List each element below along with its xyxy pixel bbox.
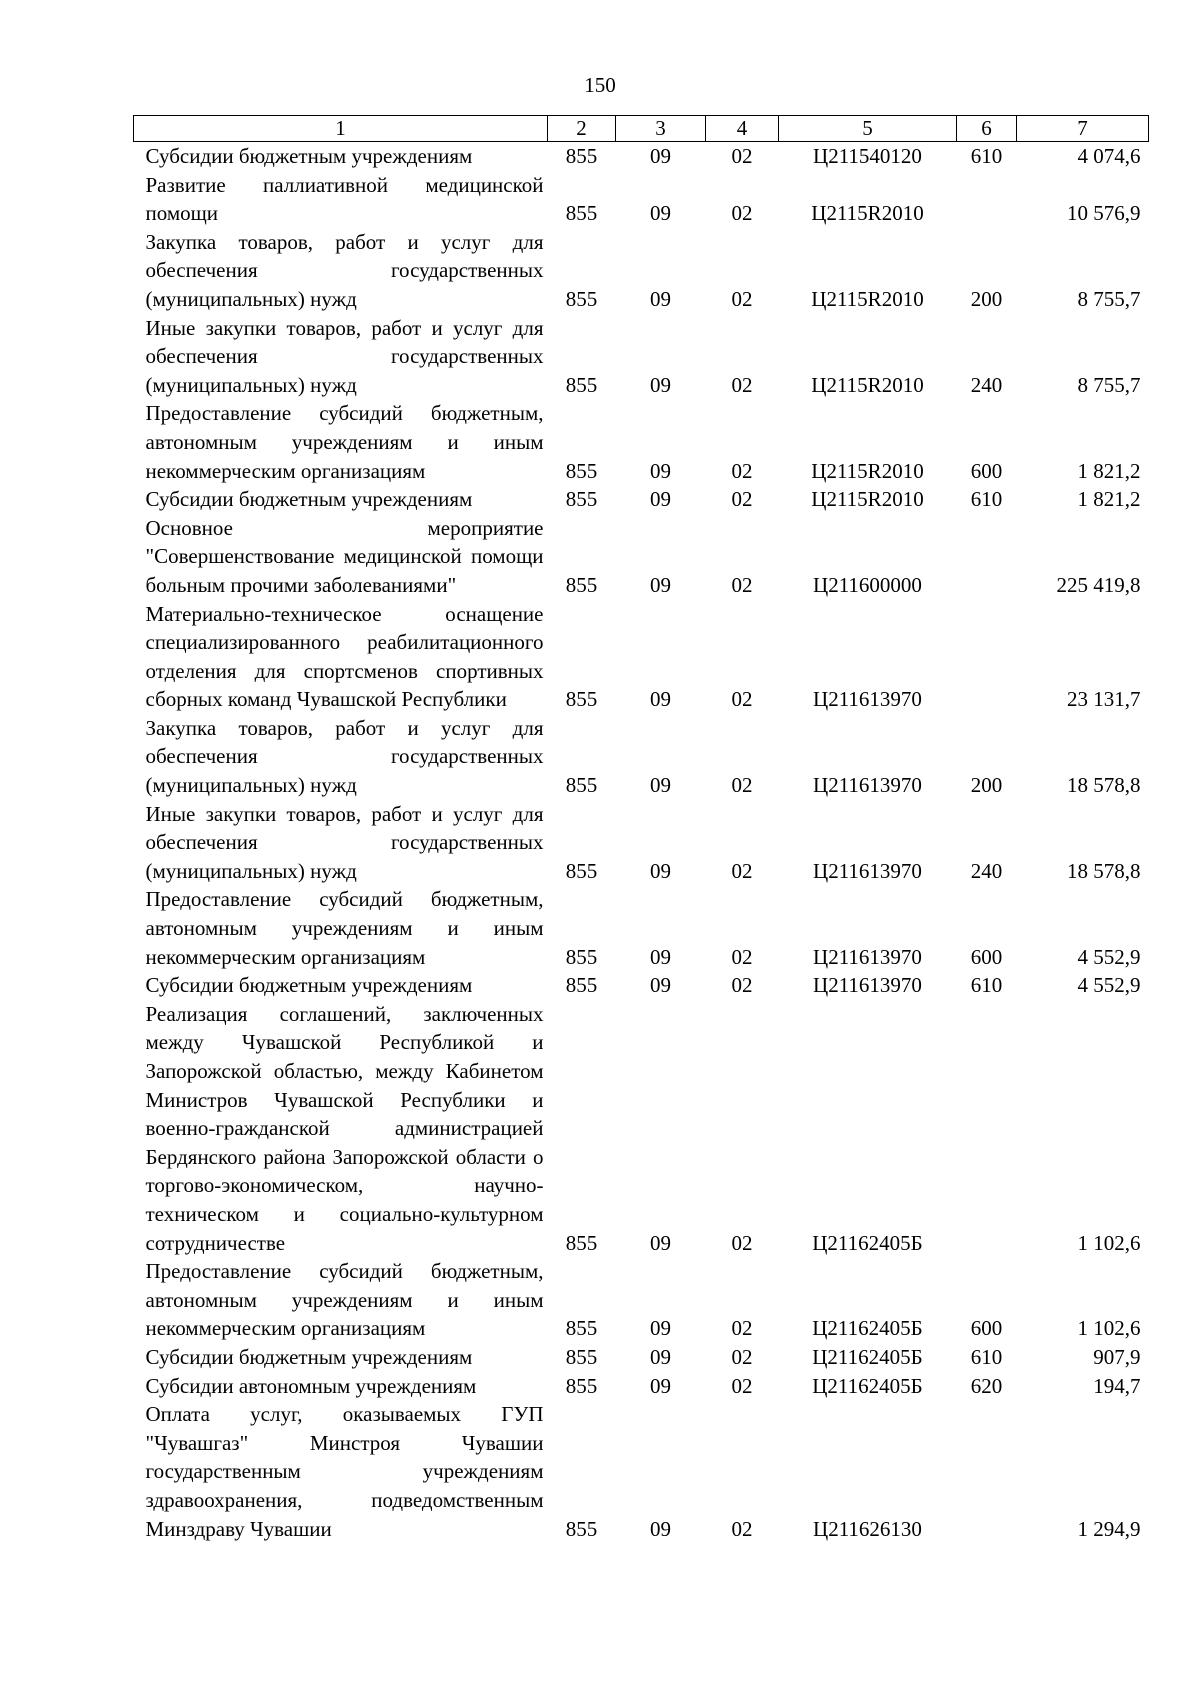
row-section-code: 09 [650, 144, 671, 168]
row-name: Реализация соглашений, заключенных между Чувашской Республикой и Запорожской областью, между Кабинетом Министров Чувашской Республики и военно-гражданской администрацией Бердянского района Запорожской области о торгово-экономическом, научно-техническом и социально-культурном сотрудничестве [145, 1001, 544, 1255]
row-expense-type: 610 [970, 487, 1003, 512]
table-row [134, 171, 1149, 228]
row-section-code: 09 [650, 487, 671, 512]
row-amount: 1 294,9 [1077, 1516, 1141, 1541]
row-admin-code: 855 [565, 1516, 598, 1541]
row-name: Основное мероприятие "Совершенствование медицинской помощи больным прочими заболеваниями" [145, 515, 544, 597]
row-admin-code: 855 [565, 1316, 598, 1341]
table-row [134, 1400, 1149, 1543]
row-subsection-code: 02 [731, 144, 753, 168]
row-amount: 194,7 [1093, 1373, 1141, 1398]
table-row [134, 800, 1149, 886]
row-admin-code: 855 [565, 858, 598, 883]
row-target-article: Ц211613970 [813, 773, 922, 798]
row-name: Субсидии автономным учреждениям [145, 1373, 477, 1398]
table-row [134, 600, 1149, 714]
row-subsection-code: 02 [731, 1344, 753, 1369]
row-subsection-code: 02 [731, 487, 753, 512]
row-name: Предоставление субсидий бюджетным, автономным учреждениям и иным некоммерческим организациям [145, 887, 544, 969]
row-expense-type: 610 [970, 144, 1003, 168]
row-admin-code: 855 [565, 687, 598, 712]
row-admin-code: 855 [565, 1344, 598, 1369]
row-target-article: Ц21162405Б [812, 1230, 923, 1255]
row-target-article: Ц21162405Б [812, 1344, 923, 1369]
row-subsection-code: 02 [731, 1373, 753, 1398]
row-section-code: 09 [650, 1373, 671, 1398]
row-target-article: Ц211613970 [813, 687, 922, 712]
row-section-code: 09 [650, 1316, 671, 1341]
row-admin-code: 855 [565, 201, 598, 226]
row-subsection-code: 02 [731, 973, 753, 998]
row-section-code: 09 [650, 458, 671, 483]
row-section-code: 09 [650, 973, 671, 998]
table-row [134, 1257, 1149, 1343]
row-name: Субсидии бюджетным учреждениям [145, 144, 473, 168]
row-expense-type [957, 171, 1017, 228]
row-amount: 4 552,9 [1077, 973, 1141, 998]
row-target-article: Ц211600000 [813, 572, 922, 597]
row-admin-code: 855 [565, 1373, 598, 1398]
row-subsection-code: 02 [731, 944, 753, 969]
table-row [134, 971, 1149, 1000]
row-subsection-code: 02 [731, 572, 753, 597]
column-header-amount: 7 [1017, 116, 1149, 142]
page-number: 150 [584, 73, 616, 97]
row-subsection-code: 02 [731, 687, 753, 712]
row-expense-type [957, 514, 1017, 600]
row-subsection-code: 02 [731, 858, 753, 883]
row-subsection-code: 02 [731, 773, 753, 798]
row-name: Субсидии бюджетным учреждениям [145, 1344, 473, 1369]
row-target-article: Ц211626130 [813, 1516, 922, 1541]
table-row [134, 514, 1149, 600]
row-name: Иные закупки товаров, работ и услуг для обеспечения государственных (муниципальных) нужд [145, 801, 544, 883]
table-row [134, 314, 1149, 400]
row-expense-type: 200 [970, 773, 1003, 798]
row-amount: 10 576,9 [1067, 201, 1141, 226]
row-amount: 4 074,6 [1077, 144, 1141, 168]
row-target-article: Ц211613970 [813, 858, 922, 883]
column-header-target-article: 5 [779, 116, 957, 142]
row-admin-code: 855 [565, 572, 598, 597]
row-name: Оплата услуг, оказываемых ГУП "Чувашгаз" Минстроя Чувашии государственным учреждениям здравоохранения, подведомственным Минздраву Чувашии [145, 1402, 544, 1541]
row-target-article: Ц2115R2010 [811, 286, 924, 311]
row-section-code: 09 [650, 858, 671, 883]
row-admin-code: 855 [565, 944, 598, 969]
budget-table [133, 115, 1149, 1543]
row-amount: 1 821,2 [1077, 458, 1141, 483]
row-subsection-code: 02 [731, 1316, 753, 1341]
column-header-admin: 2 [548, 116, 616, 142]
row-expense-type: 610 [970, 973, 1003, 998]
row-expense-type: 600 [970, 458, 1003, 483]
row-subsection-code: 02 [731, 201, 753, 226]
row-admin-code: 855 [565, 458, 598, 483]
column-header-expense-type: 6 [957, 116, 1017, 142]
column-header-subsection: 4 [706, 116, 779, 142]
table-row [134, 142, 1149, 171]
row-subsection-code: 02 [731, 1230, 753, 1255]
row-name: Закупка товаров, работ и услуг для обеспечения государственных (муниципальных) нужд [145, 715, 544, 798]
row-name: Закупка товаров, работ и услуг для обеспечения государственных (муниципальных) нужд [145, 229, 544, 311]
row-amount: 8 755,7 [1077, 372, 1141, 397]
row-subsection-code: 02 [731, 286, 753, 311]
row-expense-type: 240 [970, 858, 1003, 883]
row-amount: 4 552,9 [1077, 944, 1141, 969]
column-header-section: 3 [616, 116, 706, 142]
row-subsection-code: 02 [731, 372, 753, 397]
row-target-article: Ц2115R2010 [811, 372, 924, 397]
row-name: Предоставление субсидий бюджетным, автономным учреждениям и иным некоммерческим организациям [145, 401, 544, 483]
row-section-code: 09 [650, 773, 671, 798]
table-header-row [134, 116, 1149, 142]
row-amount: 18 578,8 [1067, 773, 1141, 798]
row-target-article: Ц21162405Б [812, 1316, 923, 1341]
row-amount: 18 578,8 [1067, 858, 1141, 883]
row-amount: 8 755,7 [1077, 286, 1141, 311]
row-section-code: 09 [650, 572, 671, 597]
row-amount: 225 419,8 [1056, 572, 1141, 597]
row-admin-code: 855 [565, 372, 598, 397]
row-expense-type [957, 600, 1017, 714]
row-name: Субсидии бюджетным учреждениям [145, 487, 473, 512]
row-expense-type: 620 [970, 1373, 1003, 1398]
row-amount: 23 131,7 [1067, 687, 1141, 712]
column-header-name: 1 [134, 116, 548, 142]
table-row [134, 1343, 1149, 1372]
row-target-article: Ц211613970 [813, 973, 922, 998]
row-name: Предоставление субсидий бюджетным, автономным учреждениям и иным некоммерческим организациям [145, 1259, 544, 1341]
row-name: Материально-техническое оснащение специализированного реабилитационного отделения для спортсменов спортивных сборных команд Чувашской Республики [145, 601, 544, 712]
row-section-code: 09 [650, 286, 671, 311]
row-target-article: Ц2115R2010 [811, 201, 924, 226]
row-expense-type: 600 [970, 944, 1003, 969]
row-section-code: 09 [650, 1516, 671, 1541]
row-amount: 907,9 [1093, 1344, 1141, 1369]
row-expense-type [957, 1400, 1017, 1543]
table-row [134, 228, 1149, 314]
row-amount: 1 102,6 [1077, 1230, 1141, 1255]
row-admin-code: 855 [565, 286, 598, 311]
row-expense-type: 610 [970, 1344, 1003, 1369]
row-name: Развитие паллиативной медицинской помощи [145, 172, 544, 226]
row-admin-code: 855 [565, 144, 598, 168]
row-section-code: 09 [650, 1344, 671, 1369]
row-name: Субсидии бюджетным учреждениям [145, 973, 473, 998]
row-expense-type: 600 [970, 1316, 1003, 1341]
row-section-code: 09 [650, 687, 671, 712]
row-expense-type [957, 1000, 1017, 1257]
table-row [134, 399, 1149, 485]
row-admin-code: 855 [565, 773, 598, 798]
table-row [134, 1372, 1149, 1401]
row-section-code: 09 [650, 372, 671, 397]
row-target-article: Ц21162405Б [812, 1373, 923, 1398]
table-row [134, 485, 1149, 514]
row-section-code: 09 [650, 1230, 671, 1255]
row-expense-type: 200 [970, 286, 1003, 311]
table-row [134, 1000, 1149, 1257]
row-subsection-code: 02 [731, 1516, 753, 1541]
row-name: Иные закупки товаров, работ и услуг для обеспечения государственных (муниципальных) нужд [145, 315, 544, 397]
row-subsection-code: 02 [731, 458, 753, 483]
row-admin-code: 855 [565, 487, 598, 512]
row-target-article: Ц2115R2010 [811, 487, 924, 512]
row-amount: 1 821,2 [1077, 487, 1141, 512]
table-row [134, 714, 1149, 800]
table-row [134, 885, 1149, 971]
table-body [134, 142, 1149, 1544]
row-section-code: 09 [650, 201, 671, 226]
row-admin-code: 855 [565, 973, 598, 998]
row-section-code: 09 [650, 944, 671, 969]
row-admin-code: 855 [565, 1230, 598, 1255]
row-target-article: Ц211613970 [813, 944, 922, 969]
row-target-article: Ц211540120 [813, 144, 922, 168]
row-expense-type: 240 [970, 372, 1003, 397]
row-amount: 1 102,6 [1077, 1316, 1141, 1341]
row-target-article: Ц2115R2010 [811, 458, 924, 483]
